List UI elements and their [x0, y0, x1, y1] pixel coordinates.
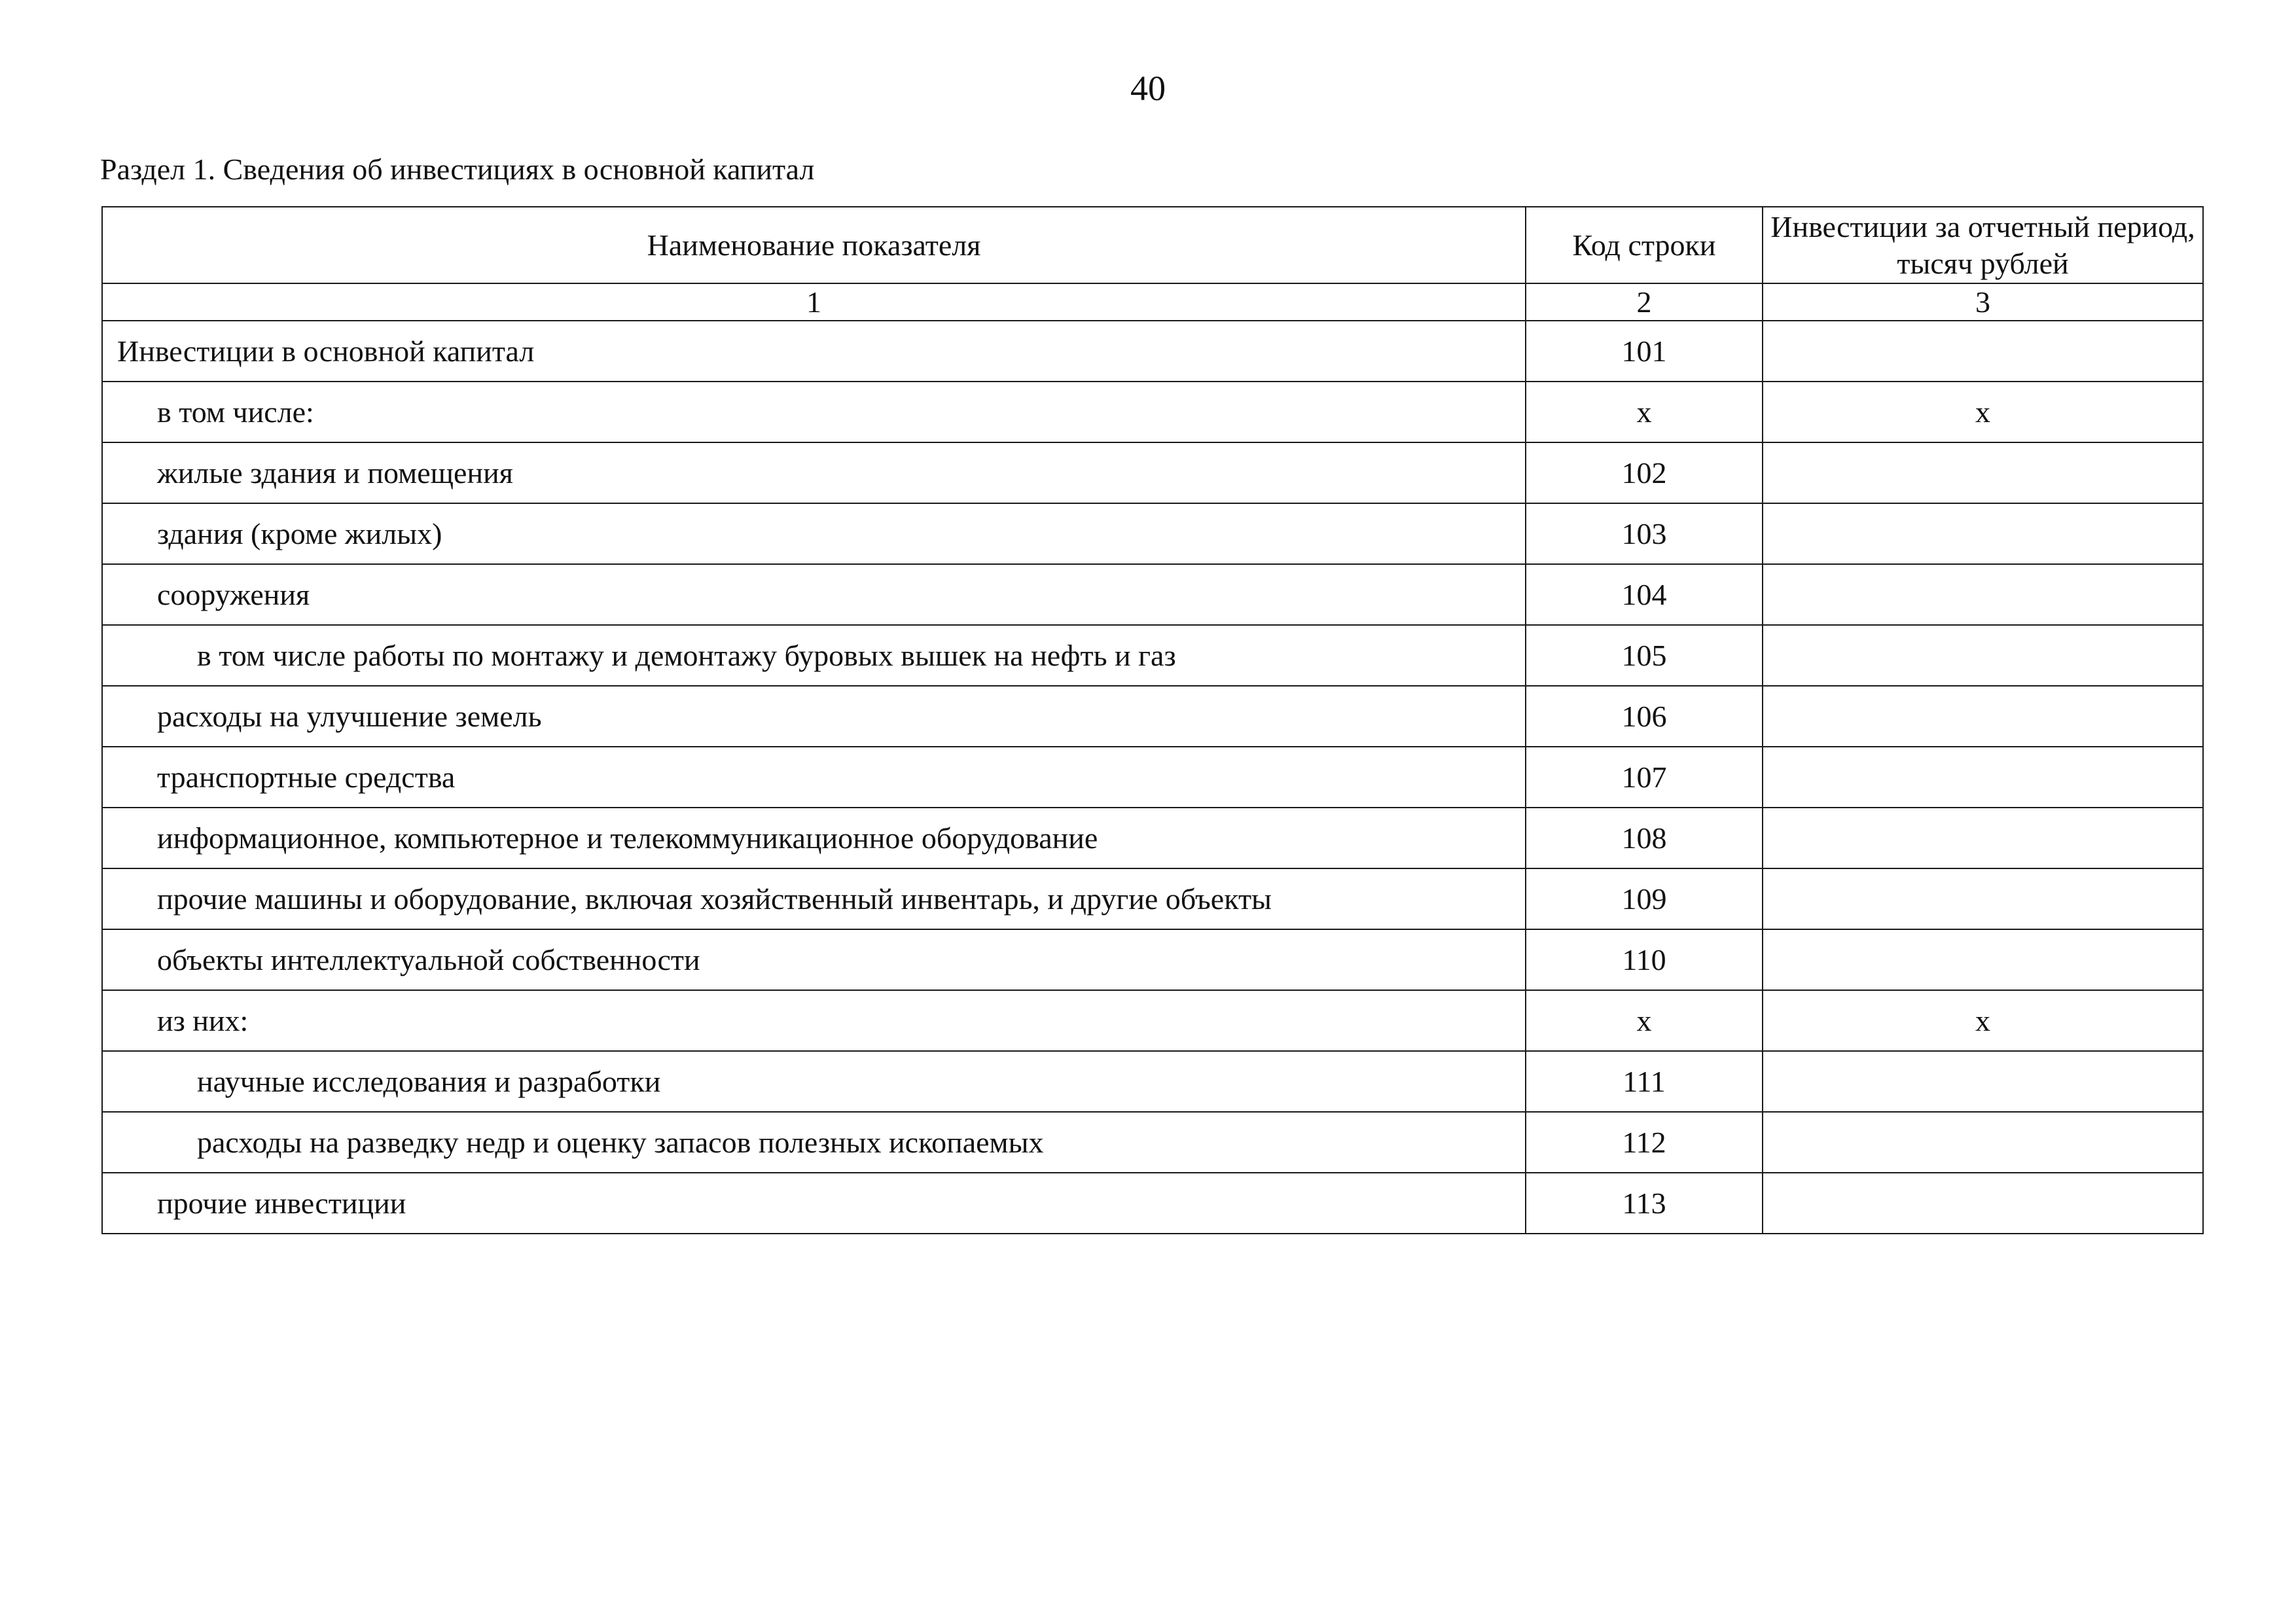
table-row — [102, 808, 2203, 868]
header-indicator-name: Наименование показателя — [102, 207, 1526, 283]
table-row — [102, 321, 2203, 382]
row-code: 109 — [1526, 868, 1763, 929]
row-indicator-name: расходы на разведку недр и оценку запасов полезных ископаемых — [102, 1112, 1526, 1173]
row-code: 105 — [1526, 625, 1763, 686]
row-value-cell[interactable] — [1763, 1112, 2203, 1173]
table-row — [102, 564, 2203, 625]
table-row — [102, 442, 2203, 503]
column-numbers-row — [102, 283, 2203, 321]
row-value-cell[interactable] — [1763, 1173, 2203, 1234]
row-code: 102 — [1526, 442, 1763, 503]
row-indicator-name: информационное, компьютерное и телекоммуникационное оборудование — [102, 808, 1526, 868]
row-value-cell[interactable] — [1763, 868, 2203, 929]
table-row — [102, 1051, 2203, 1112]
row-indicator-name: сооружения — [102, 564, 1526, 625]
row-value-cell[interactable] — [1763, 625, 2203, 686]
row-code: 111 — [1526, 1051, 1763, 1112]
row-value-cell[interactable] — [1763, 747, 2203, 808]
row-value-cell[interactable] — [1763, 564, 2203, 625]
row-value-cell[interactable] — [1763, 1051, 2203, 1112]
row-indicator-name: в том числе работы по монтажу и демонтажу буровых вышек на нефть и газ — [102, 625, 1526, 686]
row-indicator-name: из них: — [102, 990, 1526, 1051]
row-value-cell[interactable] — [1763, 686, 2203, 747]
row-indicator-name: здания (кроме жилых) — [102, 503, 1526, 564]
row-code: 112 — [1526, 1112, 1763, 1173]
row-code: 108 — [1526, 808, 1763, 868]
column-number: 3 — [1763, 283, 2203, 321]
row-code: 103 — [1526, 503, 1763, 564]
row-value-cell[interactable] — [1763, 321, 2203, 382]
row-indicator-name: объекты интеллектуальной собственности — [102, 929, 1526, 990]
investment-table — [101, 206, 2204, 1234]
section-title: Раздел 1. Сведения об инвестициях в основной капитал — [100, 152, 815, 186]
header-investments: Инвестиции за отчетный период, тысяч рублей — [1763, 207, 2203, 283]
table-body — [102, 321, 2203, 1234]
row-code: 110 — [1526, 929, 1763, 990]
row-code: х — [1526, 382, 1763, 442]
column-number: 2 — [1526, 283, 1763, 321]
row-indicator-name: расходы на улучшение земель — [102, 686, 1526, 747]
table-row — [102, 747, 2203, 808]
row-value-cell[interactable]: х — [1763, 990, 2203, 1051]
column-number: 1 — [102, 283, 1526, 321]
row-indicator-name: транспортные средства — [102, 747, 1526, 808]
row-code: 101 — [1526, 321, 1763, 382]
row-indicator-name: Инвестиции в основной капитал — [102, 321, 1526, 382]
table-header-row — [102, 207, 2203, 283]
row-value-cell[interactable]: х — [1763, 382, 2203, 442]
table-row — [102, 686, 2203, 747]
table-row — [102, 503, 2203, 564]
table-row — [102, 382, 2203, 442]
table-row — [102, 1173, 2203, 1234]
row-code: 104 — [1526, 564, 1763, 625]
row-indicator-name: прочие инвестиции — [102, 1173, 1526, 1234]
row-indicator-name: в том числе: — [102, 382, 1526, 442]
row-value-cell[interactable] — [1763, 808, 2203, 868]
row-indicator-name: прочие машины и оборудование, включая хозяйственный инвентарь, и другие объекты — [102, 868, 1526, 929]
table-row — [102, 929, 2203, 990]
row-code: 106 — [1526, 686, 1763, 747]
row-value-cell[interactable] — [1763, 442, 2203, 503]
table-row — [102, 1112, 2203, 1173]
table-row — [102, 990, 2203, 1051]
header-row-code: Код строки — [1526, 207, 1763, 283]
row-code: х — [1526, 990, 1763, 1051]
row-code: 107 — [1526, 747, 1763, 808]
row-indicator-name: научные исследования и разработки — [102, 1051, 1526, 1112]
page-number: 40 — [1130, 69, 1166, 108]
row-value-cell[interactable] — [1763, 503, 2203, 564]
table-row — [102, 868, 2203, 929]
row-indicator-name: жилые здания и помещения — [102, 442, 1526, 503]
row-code: 113 — [1526, 1173, 1763, 1234]
table-row — [102, 625, 2203, 686]
row-value-cell[interactable] — [1763, 929, 2203, 990]
